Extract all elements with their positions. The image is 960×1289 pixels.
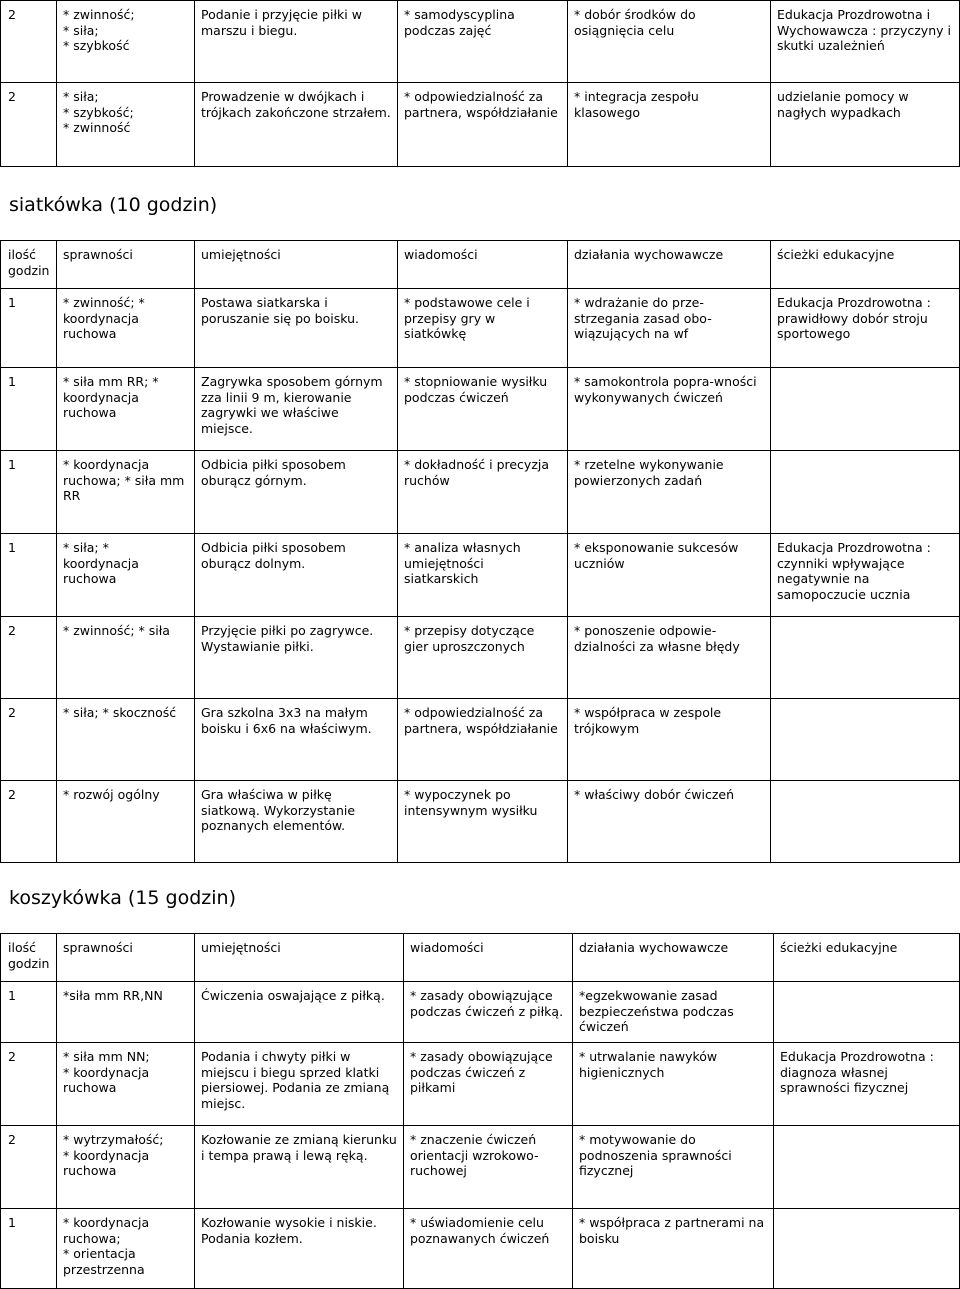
table-row (1, 451, 960, 534)
educational-paths-cell (774, 934, 960, 982)
knowledge-cell (398, 83, 568, 167)
knowledge-cell (398, 781, 568, 863)
skills-text: * siła; * koordynacja ruchowa (63, 540, 139, 586)
educational-paths-cell (771, 83, 960, 167)
hours-cell (1, 289, 57, 368)
skills-text: * zwinność; * koordynacja ruchowa (63, 295, 145, 341)
educational-activities-cell (568, 241, 771, 289)
knowledge-cell (404, 1126, 573, 1209)
knowledge-text: * odpowiedzialność za partnera, współdziałanie (404, 89, 558, 120)
educational-activities-cell (568, 699, 771, 781)
hours-text: 2 (8, 89, 16, 104)
hours-cell (1, 982, 57, 1043)
educational-activities-cell (568, 781, 771, 863)
abilities-text: Prowadzenie w dwójkach i trójkach zakończone strzałem. (201, 89, 391, 120)
educational-paths-cell (771, 534, 960, 617)
abilities-cell (195, 83, 398, 167)
table-row (1, 1126, 960, 1209)
skills-cell (57, 368, 195, 451)
skills-text: * koordynacja ruchowa; * siła mm RR (63, 457, 185, 503)
skills-text: sprawności (63, 247, 133, 262)
siatkowka-table (0, 240, 960, 863)
hours-cell (1, 1, 57, 83)
skills-cell (57, 934, 195, 982)
knowledge-text: * uświadomienie celu poznawanych ćwiczeń (410, 1215, 550, 1246)
abilities-text: Przyjęcie piłki po zagrywce. Wystawianie piłki. (201, 623, 374, 654)
hours-cell (1, 934, 57, 982)
knowledge-text: * zasady obowiązujące podczas ćwiczeń z piłką. (410, 988, 564, 1019)
hours-text: 2 (8, 623, 16, 638)
skills-cell (57, 534, 195, 617)
table-row (1, 781, 960, 863)
educational-activities-text: działania wychowawcze (574, 247, 724, 262)
table-row (1, 617, 960, 699)
abilities-cell (195, 1126, 404, 1209)
educational-paths-text: ścieżki edukacyjne (780, 940, 898, 955)
abilities-cell (195, 289, 398, 368)
abilities-text: umiejętności (201, 247, 281, 262)
skills-cell (57, 1126, 195, 1209)
hours-text: 2 (8, 1049, 16, 1064)
knowledge-text: * samodyscyplina podczas zajęć (404, 7, 515, 38)
educational-activities-cell (573, 982, 774, 1043)
hours-cell (1, 1209, 57, 1289)
hours-text: 1 (8, 457, 16, 472)
skills-text: *siła mm RR,NN (63, 988, 163, 1003)
table-row (1, 1, 960, 83)
knowledge-cell (398, 451, 568, 534)
abilities-text: Kozłowanie ze zmianą kierunku i tempa prawą i lewą ręką. (201, 1132, 397, 1163)
table-row (1, 289, 960, 368)
hours-text: 1 (8, 988, 16, 1003)
abilities-cell (195, 368, 398, 451)
skills-text: * siła mm NN; * koordynacja ruchowa (63, 1049, 150, 1095)
skills-cell (57, 982, 195, 1043)
top-continuation-table (0, 0, 960, 167)
educational-activities-text: * rzetelne wykonywanie powierzonych zadań (574, 457, 724, 488)
educational-activities-text: * wdrażanie do prze-strzegania zasad obo-wiązujących na wf (574, 295, 712, 341)
knowledge-cell (404, 1043, 573, 1126)
knowledge-cell (398, 1, 568, 83)
educational-paths-cell (774, 1126, 960, 1209)
educational-paths-cell (771, 699, 960, 781)
educational-paths-cell (771, 289, 960, 368)
abilities-text: Gra właściwa w piłkę siatkową. Wykorzystanie poznanych elementów. (201, 787, 356, 833)
educational-activities-text: * samokontrola popra-wności wykonywanych ćwiczeń (574, 374, 757, 405)
skills-text: * siła mm RR; * koordynacja ruchowa (63, 374, 159, 420)
hours-cell (1, 368, 57, 451)
educational-activities-text: * właściwy dobór ćwiczeń (574, 787, 735, 802)
knowledge-cell (398, 368, 568, 451)
educational-activities-cell (573, 1043, 774, 1126)
abilities-text: Odbicia piłki sposobem oburącz dolnym. (201, 540, 346, 571)
educational-activities-cell (568, 368, 771, 451)
educational-activities-text: * ponoszenie odpowie-dzialności za własne błędy (574, 623, 740, 654)
educational-activities-text: * utrwalanie nawyków higienicznych (579, 1049, 718, 1080)
table-row (1, 982, 960, 1043)
educational-activities-cell (568, 83, 771, 167)
abilities-cell (195, 451, 398, 534)
educational-paths-text: Edukacja Prozdrowotna i Wychowawcza : przyczyny i skutki uzależnień (777, 7, 951, 53)
knowledge-text: * dokładność i precyzja ruchów (404, 457, 550, 488)
abilities-cell (195, 1043, 404, 1126)
skills-text: * koordynacja ruchowa; * orientacja przestrzenna (63, 1215, 150, 1277)
educational-paths-cell (771, 781, 960, 863)
koszykowka-table (0, 933, 960, 1289)
skills-text: * zwinność; * siła (63, 623, 170, 638)
educational-paths-cell (774, 982, 960, 1043)
knowledge-cell (404, 1209, 573, 1289)
educational-activities-cell (568, 617, 771, 699)
table-row (1, 534, 960, 617)
educational-paths-cell (771, 451, 960, 534)
skills-cell (57, 1, 195, 83)
educational-activities-cell (568, 534, 771, 617)
abilities-cell (195, 617, 398, 699)
knowledge-cell (398, 617, 568, 699)
hours-text: ilość godzin (8, 940, 50, 971)
hours-cell (1, 1126, 57, 1209)
table-row (1, 1209, 960, 1289)
educational-paths-cell (774, 1043, 960, 1126)
skills-text: * zwinność; * siła; * szybkość (63, 7, 135, 53)
knowledge-cell (404, 982, 573, 1043)
abilities-cell (195, 982, 404, 1043)
educational-paths-cell (771, 368, 960, 451)
knowledge-text: * podstawowe cele i przepisy gry w siatkówkę (404, 295, 530, 341)
educational-paths-text: Edukacja Prozdrowotna : diagnoza własnej sprawności fizycznej (780, 1049, 934, 1095)
educational-paths-text: Edukacja Prozdrowotna : prawidłowy dobór stroju sportowego (777, 295, 931, 341)
table-row (1, 83, 960, 167)
knowledge-cell (404, 934, 573, 982)
abilities-cell (195, 781, 398, 863)
abilities-cell (195, 934, 404, 982)
educational-activities-text: * współpraca w zespole trójkowym (574, 705, 722, 736)
knowledge-text: * analiza własnych umiejętności siatkarskich (404, 540, 521, 586)
table-header-row (1, 934, 960, 982)
skills-cell (57, 83, 195, 167)
skills-cell (57, 289, 195, 368)
skills-cell (57, 699, 195, 781)
educational-paths-text: udzielanie pomocy w nagłych wypadkach (777, 89, 909, 120)
table-row (1, 699, 960, 781)
abilities-cell (195, 241, 398, 289)
educational-paths-text: ścieżki edukacyjne (777, 247, 895, 262)
abilities-cell (195, 1, 398, 83)
educational-activities-cell (573, 1209, 774, 1289)
educational-paths-cell (771, 241, 960, 289)
hours-text: 2 (8, 787, 16, 802)
knowledge-text: * wypoczynek po intensywnym wysiłku (404, 787, 538, 818)
knowledge-text: wiadomości (410, 940, 484, 955)
educational-paths-cell (771, 1, 960, 83)
hours-cell (1, 1043, 57, 1126)
knowledge-text: wiadomości (404, 247, 478, 262)
hours-cell (1, 83, 57, 167)
hours-cell (1, 781, 57, 863)
abilities-cell (195, 534, 398, 617)
section-title-siatkowka: siatkówka (10 godzin) (9, 194, 218, 216)
skills-text: sprawności (63, 940, 133, 955)
hours-text: 1 (8, 540, 16, 555)
knowledge-cell (398, 534, 568, 617)
section-title-koszykowka: koszykówka (15 godzin) (9, 887, 236, 909)
educational-paths-cell (771, 617, 960, 699)
abilities-text: Kozłowanie wysokie i niskie. Podania kozłem. (201, 1215, 377, 1246)
hours-cell (1, 699, 57, 781)
educational-activities-text: * eksponowanie sukcesów uczniów (574, 540, 739, 571)
hours-text: 2 (8, 1132, 16, 1147)
skills-text: * siła; * szybkość; * zwinność (63, 89, 134, 135)
knowledge-cell (398, 289, 568, 368)
educational-paths-text: Edukacja Prozdrowotna : czynniki wpływające negatywnie na samopoczucie ucznia (777, 540, 931, 602)
skills-cell (57, 781, 195, 863)
educational-activities-cell (573, 934, 774, 982)
abilities-cell (195, 699, 398, 781)
abilities-text: Podania i chwyty piłki w miejscu i biegu sprzed klatki piersiowej. Podania ze zmianą miejsc. (201, 1049, 390, 1111)
abilities-text: Podanie i przyjęcie piłki w marszu i biegu. (201, 7, 362, 38)
skills-cell (57, 1209, 195, 1289)
educational-activities-text: * współpraca z partnerami na boisku (579, 1215, 765, 1246)
knowledge-cell (398, 699, 568, 781)
skills-text: * wytrzymałość; * koordynacja ruchowa (63, 1132, 164, 1178)
knowledge-cell (398, 241, 568, 289)
hours-text: 2 (8, 7, 16, 22)
educational-activities-text: * motywowanie do podnoszenia sprawności fizycznej (579, 1132, 732, 1178)
skills-cell (57, 451, 195, 534)
abilities-text: Zagrywka sposobem górnym zza linii 9 m, kierowanie zagrywki we właściwe miejsce. (201, 374, 383, 436)
table-row (1, 368, 960, 451)
hours-text: 1 (8, 295, 16, 310)
hours-cell (1, 534, 57, 617)
abilities-text: umiejętności (201, 940, 281, 955)
skills-cell (57, 1043, 195, 1126)
hours-text: 2 (8, 705, 16, 720)
knowledge-text: * stopniowanie wysiłku podczas ćwiczeń (404, 374, 548, 405)
skills-cell (57, 617, 195, 699)
hours-cell (1, 241, 57, 289)
hours-cell (1, 617, 57, 699)
knowledge-text: * zasady obowiązujące podczas ćwiczeń z piłkami (410, 1049, 553, 1095)
educational-activities-text: * integracja zespołu klasowego (574, 89, 699, 120)
knowledge-text: * znaczenie ćwiczeń orientacji wzrokowo-ruchowej (410, 1132, 539, 1178)
abilities-text: Odbicia piłki sposobem oburącz górnym. (201, 457, 346, 488)
educational-activities-cell (568, 451, 771, 534)
hours-text: ilość godzin (8, 247, 50, 278)
table-row (1, 1043, 960, 1126)
educational-activities-text: * dobór środków do osiągnięcia celu (574, 7, 696, 38)
skills-text: * siła; * skoczność (63, 705, 177, 720)
knowledge-text: * odpowiedzialność za partnera, współdziałanie (404, 705, 558, 736)
educational-activities-cell (568, 289, 771, 368)
educational-activities-cell (573, 1126, 774, 1209)
abilities-text: Gra szkolna 3x3 na małym boisku i 6x6 na właściwym. (201, 705, 372, 736)
knowledge-text: * przepisy dotyczące gier uproszczonych (404, 623, 535, 654)
abilities-text: Ćwiczenia oswajające z piłką. (201, 988, 385, 1003)
educational-activities-cell (568, 1, 771, 83)
hours-text: 1 (8, 1215, 16, 1230)
abilities-text: Postawa siatkarska i poruszanie się po boisku. (201, 295, 359, 326)
skills-text: * rozwój ogólny (63, 787, 160, 802)
educational-activities-text: działania wychowawcze (579, 940, 729, 955)
skills-cell (57, 241, 195, 289)
educational-activities-text: *egzekwowanie zasad bezpieczeństwa podczas ćwiczeń (579, 988, 734, 1034)
hours-text: 1 (8, 374, 16, 389)
educational-paths-cell (774, 1209, 960, 1289)
hours-cell (1, 451, 57, 534)
abilities-cell (195, 1209, 404, 1289)
table-header-row (1, 241, 960, 289)
